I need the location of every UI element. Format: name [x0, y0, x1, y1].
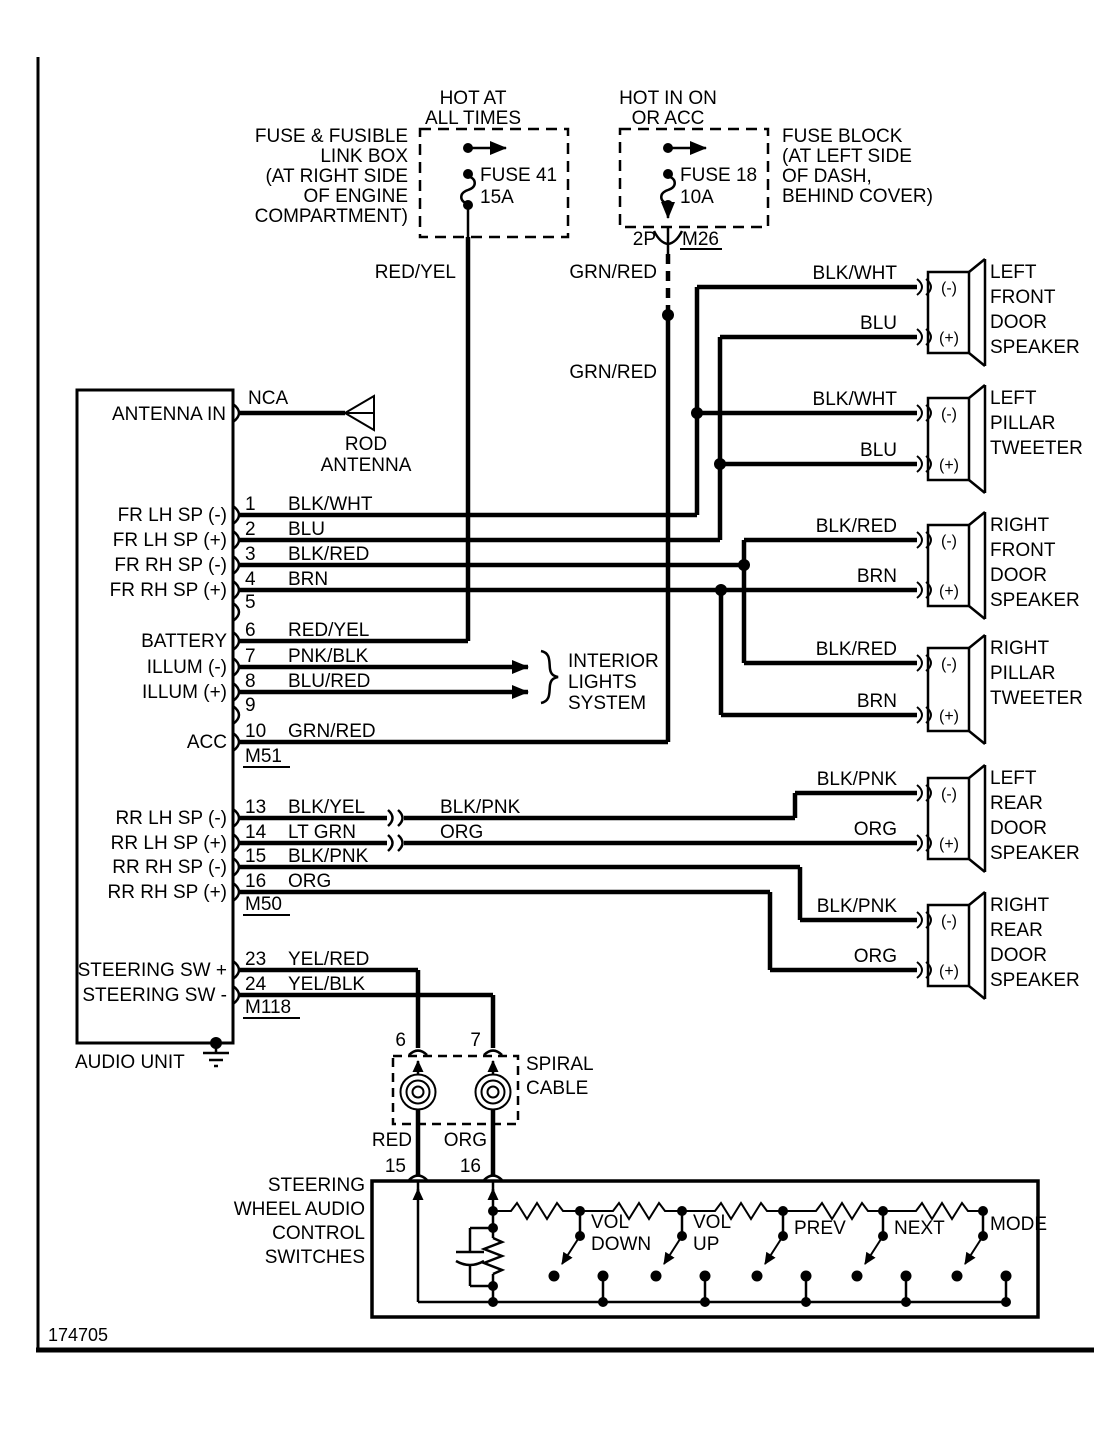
speaker-cone [969, 512, 985, 525]
pin-number: 9 [245, 695, 256, 716]
pin-number: 3 [245, 544, 256, 565]
fuse-block-loc3: OF DASH, [782, 166, 872, 187]
connector-m50-label: M50 [245, 894, 282, 915]
brace-icon [541, 651, 558, 703]
speaker-name-line4: SPEAKER [990, 970, 1080, 991]
speaker-name-line3: DOOR [990, 945, 1047, 966]
terminal-neg: (-) [941, 913, 957, 930]
fuse18-name: FUSE 18 [680, 165, 758, 186]
pin-number: 7 [245, 646, 256, 667]
switch-vol-up [651, 1206, 732, 1307]
speaker-cone [969, 892, 985, 905]
pin-number: 23 [245, 949, 267, 970]
speaker-cone [969, 635, 985, 648]
resistor-vertical [484, 1238, 502, 1274]
audio-unit-pins [78, 494, 376, 1006]
terminal-pos: (+) [939, 457, 959, 474]
fuse-symbol [461, 176, 475, 204]
speaker-right-rear-door [817, 892, 1080, 999]
spiral-cable-outline [393, 1056, 518, 1124]
rod-antenna-label-line2: ANTENNA [320, 455, 412, 476]
wire-color-label: GRN/RED [288, 721, 376, 742]
red-wire-label: RED [371, 1130, 412, 1151]
wire-color-label: BRN [856, 566, 897, 587]
terminal-arc [917, 456, 922, 472]
speaker-name-line1: LEFT [990, 768, 1037, 789]
wire-color-label: BLK/YEL [288, 797, 366, 818]
interior-lights-label-line2: LIGHTS [568, 672, 637, 693]
pin-function-label: RR RH SP (+) [107, 882, 227, 903]
hot-in-on-label-line2: OR ACC [631, 108, 705, 129]
capacitor-plate-curved [456, 1261, 484, 1265]
inline-connector-arc [388, 810, 393, 826]
antenna-circuit [112, 388, 412, 476]
speaker-name-line2: PILLAR [990, 413, 1056, 434]
resistor [883, 1203, 983, 1219]
speaker-name-line4: SPEAKER [990, 590, 1080, 611]
pin-number: 16 [245, 871, 267, 892]
connector-m118-label: M118 [245, 997, 292, 1018]
wire-color-label: BLK/RED [815, 639, 897, 660]
hot-in-on-label-line1: HOT IN ON [619, 88, 717, 109]
pin-number: 4 [245, 569, 256, 590]
spiral-cable [372, 1030, 594, 1180]
spiral-coil-icon [413, 1087, 424, 1098]
switches-label-line3: CONTROL [272, 1223, 365, 1244]
pin-function-label: STEERING SW + [77, 960, 227, 981]
terminal-arc [917, 279, 922, 295]
speaker-name-line3: DOOR [990, 818, 1047, 839]
node-dot [1001, 1297, 1011, 1307]
resistor-ladder [493, 1203, 983, 1219]
node-dot [801, 1297, 811, 1307]
pin-number: 1 [245, 494, 256, 515]
pin-function-label: ILLUM (-) [146, 657, 227, 678]
connector-size-label: 2P [632, 229, 656, 250]
fuse-box-left [255, 88, 568, 237]
switch-arm [562, 1236, 580, 1264]
speaker-cone [969, 353, 985, 366]
button-label-line1: VOL [693, 1212, 732, 1233]
hot-at-label-line2: ALL TIMES [424, 108, 522, 129]
spiral-pin-7-label: 7 [470, 1030, 481, 1051]
fuse41-name: FUSE 41 [480, 165, 558, 186]
inline-connector-arc [388, 835, 393, 851]
terminal-neg: (-) [941, 656, 957, 673]
speaker-name-line1: RIGHT [990, 638, 1050, 659]
inline-connector-arc [398, 810, 403, 826]
wire-color-label: BLK/WHT [288, 494, 373, 515]
speaker-cone [969, 606, 985, 619]
wire-color-label: BLU/RED [288, 671, 371, 692]
ground-symbol [203, 1037, 229, 1066]
speaker-left-rear-door [817, 765, 1080, 872]
contact-dot [549, 1271, 560, 1282]
fuse18-rating: 10A [680, 187, 714, 208]
terminal-neg: (-) [941, 406, 957, 423]
contact-dot [651, 1271, 662, 1282]
rc-network [456, 1206, 502, 1307]
pin-function-label: RR LH SP (+) [110, 833, 227, 854]
spiral-cable-label-line2: CABLE [526, 1078, 589, 1099]
wire-color-label: ORG [853, 819, 897, 840]
pin-function-label: RR RH SP (-) [112, 857, 227, 878]
pin-function-label: ILLUM (+) [142, 682, 227, 703]
button-label-line1: NEXT [894, 1218, 945, 1239]
speaker-name-line4: SPEAKER [990, 337, 1080, 358]
terminal-arc [917, 532, 922, 548]
speaker-cone [969, 859, 985, 872]
wire-color-label: BRN [856, 691, 897, 712]
fuse-box-left-loc2: LINK BOX [320, 146, 408, 167]
pin-number: 10 [245, 721, 267, 742]
fuse-block-loc2: (AT LEFT SIDE [782, 146, 912, 167]
speaker-name-line1: LEFT [990, 388, 1037, 409]
connector-id-label: M26 [682, 229, 719, 250]
org-wire-label: ORG [443, 1130, 487, 1151]
wire-color-label: BLK/PNK [816, 769, 897, 790]
button-label-line2: DOWN [591, 1234, 652, 1255]
terminal-neg: (-) [941, 280, 957, 297]
wire-color-label: BLU [860, 313, 897, 334]
rear-speaker-wiring [240, 793, 917, 970]
pin-function-label: BATTERY [141, 631, 227, 652]
speaker-right-front-door [816, 512, 1080, 619]
speaker-cone [969, 765, 985, 778]
pin-number: 15 [245, 846, 267, 867]
speaker-name-line3: DOOR [990, 312, 1047, 333]
fuse-block-loc1: FUSE BLOCK [782, 126, 903, 147]
interior-lights-label-line1: INTERIOR [568, 651, 659, 672]
pin-number: 6 [245, 620, 256, 641]
terminal-arc [917, 835, 922, 851]
wire-color-label: BLU [860, 440, 897, 461]
button-label-line1: MODE [990, 1214, 1047, 1235]
fuse-block-loc4: BEHIND COVER) [782, 186, 933, 207]
node-dot [700, 1297, 710, 1307]
speaker-name-line3: TWEETER [990, 438, 1083, 459]
switch-mode [952, 1206, 1048, 1307]
button-label-line2: UP [693, 1234, 720, 1255]
pin-function-label: FR RH SP (-) [114, 555, 227, 576]
pin-number: 14 [245, 822, 267, 843]
speaker-cone [969, 986, 985, 999]
wire-color-label: BLK/WHT [812, 263, 897, 284]
wire-color-label: BLU [288, 519, 325, 540]
fuse-box-left-loc3: (AT RIGHT SIDE [265, 166, 408, 187]
grn-red-wire-label-upper: GRN/RED [569, 262, 657, 283]
speaker-name-line2: PILLAR [990, 663, 1056, 684]
terminal-pos: (+) [939, 330, 959, 347]
wire-color-label: BLK/PNK [288, 846, 369, 867]
hot-at-label-line1: HOT AT [439, 88, 507, 109]
contact-dot [952, 1271, 963, 1282]
speaker-left-pillar-tweeter [813, 385, 1083, 493]
wire-color-label: BLK/PNK [816, 896, 897, 917]
pin-number: 2 [245, 519, 256, 540]
wire-color-label: RED/YEL [288, 620, 370, 641]
node-dot [488, 1281, 498, 1291]
wire-color-label: BLK/WHT [812, 389, 897, 410]
switch-arm [664, 1236, 682, 1264]
antenna-in-label: ANTENNA IN [111, 404, 226, 425]
fuse41-rating: 15A [480, 187, 514, 208]
speaker-name-line1: RIGHT [990, 895, 1050, 916]
pin-number: 13 [245, 797, 267, 818]
connector-m51-label: M51 [245, 746, 282, 767]
speaker-name-line3: DOOR [990, 565, 1047, 586]
pin-number: 5 [245, 592, 256, 613]
speaker-right-pillar-tweeter [816, 635, 1083, 744]
interior-lights-label-line3: SYSTEM [568, 693, 647, 714]
node-dot [598, 1297, 608, 1307]
pin-function-label: FR RH SP (+) [109, 580, 227, 601]
switch-arm [765, 1236, 783, 1264]
fuse-bottom-dot [463, 200, 473, 210]
switch-arm [865, 1236, 883, 1264]
spiral-pin-6-label: 6 [395, 1030, 406, 1051]
terminal-neg: (-) [941, 786, 957, 803]
terminal-arc [917, 785, 922, 801]
terminal-arc [917, 962, 922, 978]
page-border [36, 57, 1094, 1350]
wire-color-label: PNK/BLK [288, 646, 369, 667]
audio-unit-label: AUDIO UNIT [75, 1052, 185, 1073]
terminal-arc [917, 329, 922, 345]
wire-color-label: YEL/RED [288, 949, 370, 970]
switches-label-line4: SWITCHES [264, 1247, 365, 1268]
terminal-pos: (+) [939, 963, 959, 980]
switch-pin-16-label: 16 [459, 1156, 481, 1177]
inline-connector-arc [398, 835, 403, 851]
pin-function-label: RR LH SP (-) [115, 808, 227, 829]
fuse-box-left-loc1: FUSE & FUSIBLE [254, 126, 408, 147]
contact-dot [852, 1271, 863, 1282]
speaker-name-line4: SPEAKER [990, 843, 1080, 864]
resistor [783, 1203, 883, 1219]
resistor [493, 1203, 580, 1219]
terminal-pos: (+) [939, 836, 959, 853]
fuse-box-left-loc4: OF ENGINE [303, 186, 408, 207]
fuse-box-right [619, 88, 933, 254]
terminal-neg: (-) [941, 533, 957, 550]
switch-arm [965, 1236, 983, 1264]
terminal-arc [917, 655, 922, 671]
junction-dot [691, 407, 703, 419]
speaker-name-line2: REAR [990, 793, 1043, 814]
spiral-coil-icon [482, 1081, 505, 1104]
button-label-line1: PREV [794, 1218, 846, 1239]
wire-color-label: BLK/RED [815, 516, 897, 537]
speaker-left-front-door [813, 259, 1080, 366]
spiral-coil-icon [488, 1087, 499, 1098]
connector-funnel-right [668, 231, 682, 244]
speaker-name-line2: REAR [990, 920, 1043, 941]
node-dot [901, 1297, 911, 1307]
speaker-name-line3: TWEETER [990, 688, 1083, 709]
speaker-cone [969, 731, 985, 744]
connector-funnel-left [654, 231, 668, 244]
nca-wire-label: NCA [248, 388, 289, 409]
audio-unit-outline [77, 390, 233, 1043]
spiral-coil-icon [407, 1081, 430, 1104]
doc-number: 174705 [48, 1325, 109, 1345]
junction-dot [715, 584, 727, 596]
fuse-symbol [661, 176, 675, 204]
wire-color-label: LT GRN [288, 822, 356, 843]
connector-arc [484, 1051, 502, 1056]
pin-function-label: FR LH SP (-) [117, 505, 227, 526]
switch-pin-15-label: 15 [384, 1156, 406, 1177]
wire-color-label: YEL/BLK [288, 974, 366, 995]
node-dot [488, 1297, 498, 1307]
contact-dot [752, 1271, 763, 1282]
connector-arc [409, 1051, 427, 1056]
wire-color-label: ORG [288, 871, 332, 892]
pin-function-label: ACC [186, 732, 227, 753]
pin-function-label: FR LH SP (+) [112, 530, 227, 551]
terminal-arc [917, 405, 922, 421]
pin-number: 8 [245, 671, 256, 692]
junction-dot [738, 559, 750, 571]
terminal-arc [917, 912, 922, 928]
switches-label-line2: WHEEL AUDIO [233, 1199, 365, 1220]
steering-wheel-switches [234, 1175, 1047, 1317]
wire-color-label-after-connector: BLK/PNK [440, 797, 521, 818]
pin-number: 24 [245, 974, 267, 995]
speaker-cone [969, 259, 985, 272]
junction-dot [714, 458, 726, 470]
rod-antenna-label-line1: ROD [344, 434, 388, 455]
speaker-name-line1: RIGHT [990, 515, 1050, 536]
wire-color-label: ORG [853, 946, 897, 967]
fuse-box-left-loc5: COMPARTMENT) [254, 206, 408, 227]
red-yel-wire-label: RED/YEL [374, 262, 456, 283]
switch-vol-down [549, 1206, 652, 1307]
speaker-name-line2: FRONT [990, 540, 1056, 561]
wire-color-label-after-connector: ORG [440, 822, 484, 843]
switch-prev [752, 1206, 847, 1307]
switch-next [852, 1206, 946, 1307]
terminal-arc [917, 707, 922, 723]
speaker-name-line2: FRONT [990, 287, 1056, 308]
switches-label-line1: STEERING [267, 1175, 365, 1196]
terminal-pos: (+) [939, 708, 959, 725]
speaker-cone [969, 385, 985, 398]
speaker-cone [969, 480, 985, 493]
spiral-cable-label-line1: SPIRAL [526, 1054, 594, 1075]
terminal-pos: (+) [939, 583, 959, 600]
speaker-name-line1: LEFT [990, 262, 1037, 283]
pin-function-label: STEERING SW - [82, 985, 227, 1006]
grn-red-wire-label-lower: GRN/RED [569, 362, 657, 383]
wire-color-label: BRN [288, 569, 329, 590]
button-label-line1: VOL [591, 1212, 630, 1233]
wire-color-label: BLK/RED [288, 544, 370, 565]
terminal-arc [917, 582, 922, 598]
